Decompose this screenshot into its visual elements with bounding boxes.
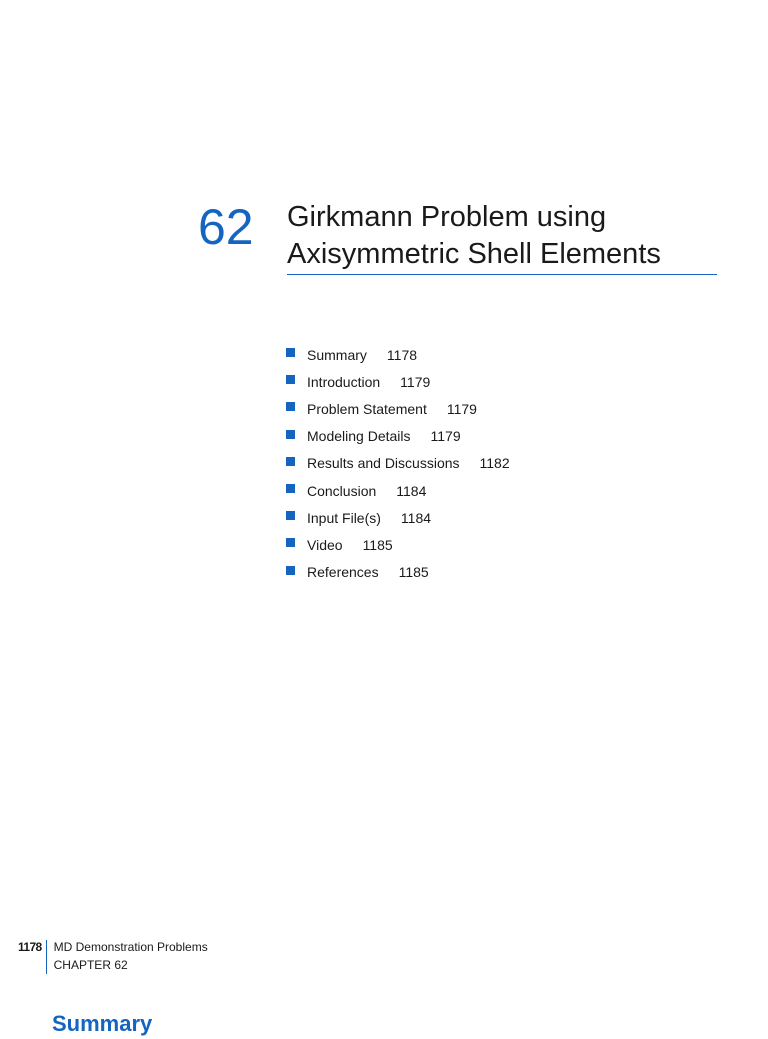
toc-item-label: Problem Statement	[307, 400, 427, 417]
square-bullet-icon	[286, 511, 295, 520]
square-bullet-icon	[286, 484, 295, 493]
toc-item-results-and-discussions[interactable]	[286, 450, 510, 477]
toc-item-label: Input File(s)	[307, 509, 381, 526]
table-of-contents	[286, 341, 510, 586]
toc-item-page: 1179	[400, 373, 431, 390]
toc-item-page: 1185	[398, 564, 429, 581]
toc-item-page: 1184	[396, 482, 427, 499]
toc-item-label: References	[307, 564, 379, 581]
toc-item-page: 1184	[400, 509, 432, 526]
toc-item-page: 1185	[362, 536, 393, 553]
section-heading: Summary	[52, 1011, 153, 1036]
square-bullet-icon	[286, 430, 295, 439]
toc-item-input-files[interactable]	[286, 504, 510, 531]
toc-item-modeling-details[interactable]	[286, 423, 510, 450]
toc-item-video[interactable]	[286, 531, 510, 558]
toc-item-page: 1179	[430, 428, 461, 445]
chapter-title-line-2: Axisymmetric Shell Elements	[287, 238, 661, 270]
toc-item-label: Summary	[307, 346, 367, 363]
toc-item-page: 1178	[386, 346, 418, 363]
title-divider	[287, 274, 717, 275]
toc-item-references[interactable]	[286, 559, 510, 586]
toc-item-introduction[interactable]	[286, 368, 510, 395]
square-bullet-icon	[286, 375, 295, 384]
toc-item-label: Results and Discussions	[307, 455, 460, 472]
toc-item-label: Introduction	[307, 373, 381, 390]
chapter-number: 62	[198, 199, 254, 255]
toc-item-page: 1182	[479, 455, 510, 472]
footer-book-title: MD Demonstration Problems	[53, 940, 208, 954]
square-bullet-icon	[286, 538, 295, 547]
toc-item-label: Video	[307, 536, 343, 553]
chapter-title	[287, 199, 717, 273]
toc-item-problem-statement[interactable]	[286, 395, 510, 422]
toc-item-label: Conclusion	[307, 482, 377, 499]
footer-chapter-label: CHAPTER 62	[53, 958, 128, 972]
footer-running-head	[47, 938, 208, 974]
toc-item-page: 1179	[446, 400, 477, 417]
page-footer	[18, 938, 208, 974]
toc-item-summary[interactable]	[286, 341, 510, 368]
toc-item-conclusion[interactable]	[286, 477, 510, 504]
square-bullet-icon	[286, 457, 295, 466]
toc-item-label: Modeling Details	[307, 428, 411, 445]
square-bullet-icon	[286, 348, 295, 357]
square-bullet-icon	[286, 566, 295, 575]
square-bullet-icon	[286, 402, 295, 411]
chapter-title-line-1: Girkmann Problem using	[287, 201, 607, 233]
footer-page-number: 1178	[18, 940, 42, 954]
